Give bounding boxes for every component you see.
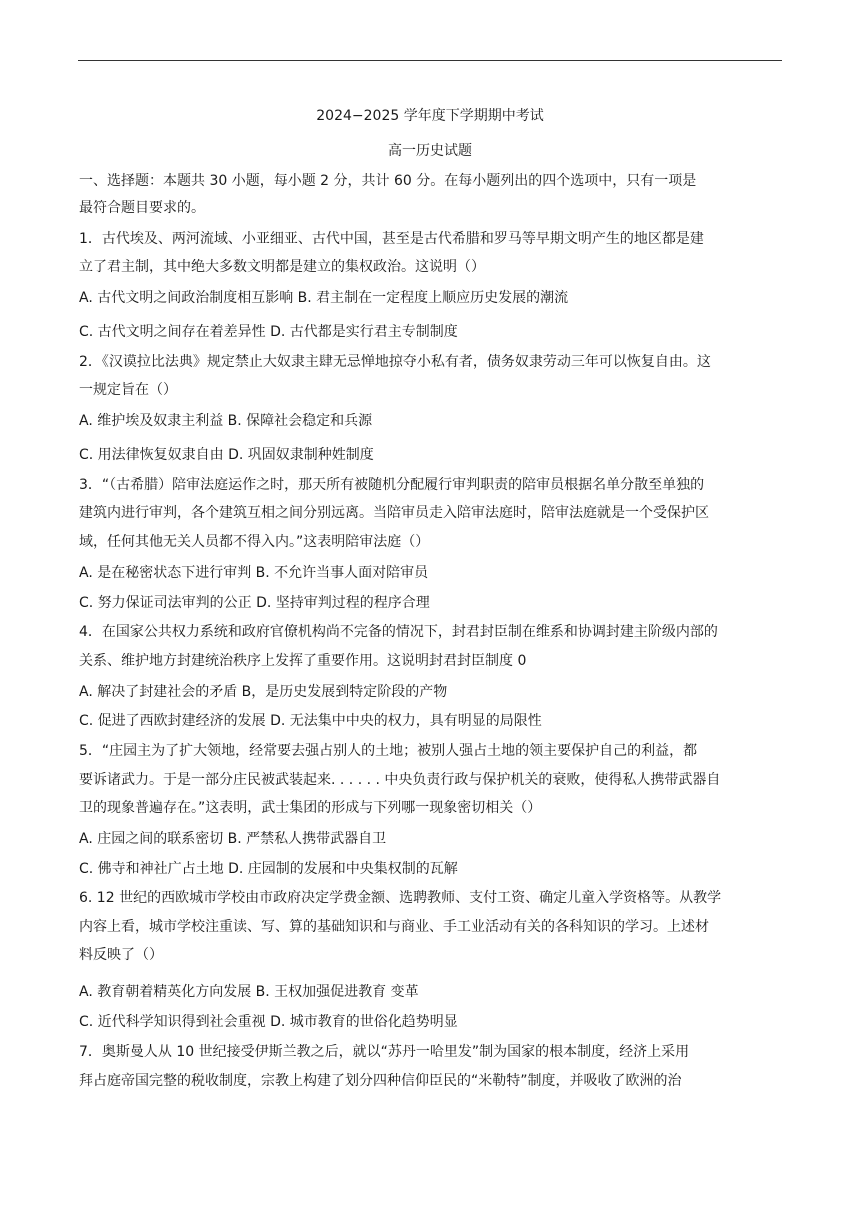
- exam-subtitle: 高一历史试题: [388, 143, 472, 159]
- question-6-stem: 6. 12 世纪的西欧城市学校由市政府决定学费金额、选聘教师、支付工资、确定儿童入学资格等。从教学: [79, 890, 722, 906]
- question-6-options: C. 近代科学知识得到社会重视 D. 城市教育的世俗化趋势明显: [79, 1014, 458, 1030]
- question-7-stem: 7．奥斯曼人从 10 世纪接受伊斯兰教之后，就以“苏丹一哈里发”制为国家的根本制度，经济上采用: [79, 1044, 690, 1060]
- question-6-stem: 内容上看，城市学校注重读、写、算的基础知识和与商业、手工业活动有关的各科知识的学习。上述材: [79, 919, 709, 935]
- question-4-stem: 4．在国家公共权力系统和政府官僚机构尚不完备的情况下，封君封臣制在维系和协调封建主阶级内部的: [79, 624, 718, 640]
- question-3-stem: 3．“（古希腊）陪审法庭运作之时，那天所有被随机分配履行审判职责的陪审员根据名单分散至单独的: [79, 477, 705, 493]
- question-2-stem: 一规定旨在（）: [79, 382, 177, 398]
- question-2-stem: 2．《汉谟拉比法典》规定禁止大奴隶主肆无忌惮地掠夺小私有者，债务奴隶劳动三年可以恢复自由。这: [79, 354, 711, 370]
- question-2-options: C. 用法律恢复奴隶自由 D. 巩固奴隶制种姓制度: [79, 447, 374, 463]
- exam-title: 2024−2025 学年度下学期期中考试: [316, 108, 544, 124]
- question-3-stem: 域，任何其他无关人员都不得入内。”这表明陪审法庭（）: [79, 534, 430, 550]
- question-5-options: C. 佛寺和神社广占土地 D. 庄园制的发展和中央集权制的瓦解: [79, 861, 458, 877]
- question-1-stem: 1．古代埃及、两河流域、小亚细亚、古代中国，甚至是古代希腊和罗马等早期文明产生的地区都是建: [79, 231, 704, 247]
- question-4-stem: 关系、维护地方封建统治秩序上发挥了重要作用。这说明封君封臣制度 0: [79, 653, 527, 669]
- question-5-options: A. 庄园之间的联系密切 B. 严禁私人携带武器自卫: [79, 831, 387, 847]
- question-4-options: A. 解决了封建社会的矛盾 B，是历史发展到特定阶段的产物: [79, 684, 448, 700]
- question-5-stem: 5．“庄园主为了扩大领地，经常要去强占别人的土地；被别人强占土地的领主要保护自己的利益，都: [79, 743, 698, 759]
- question-3-options: C. 努力保证司法审判的公正 D. 坚持审判过程的程序合理: [79, 595, 430, 611]
- question-6-stem: 料反映了（）: [79, 947, 163, 963]
- question-7-stem: 拜占庭帝国完整的税收制度，宗教上构建了划分四种信仰臣民的“米勒特”制度，并吸收了欧洲的治: [79, 1073, 682, 1089]
- question-3-options: A. 是在秘密状态下进行审判 B. 不允许当事人面对陪审员: [79, 565, 429, 581]
- question-5-stem: 卫的现象普遍存在。”这表明，武士集团的形成与下列哪一现象密切相关（）: [79, 800, 542, 816]
- question-3-stem: 建筑内进行审判，各个建筑互相之间分别远离。当陪审员走入陪审法庭时，陪审法庭就是一个受保护区: [79, 505, 709, 521]
- question-2-options: A. 维护埃及奴隶主利益 B. 保障社会稳定和兵源: [79, 413, 373, 429]
- question-1-options: A. 古代文明之间政治制度相互影响 B. 君主制在一定程度上顺应历史发展的潮流: [79, 290, 569, 306]
- question-1-options: C. 古代文明之间存在着差异性 D. 古代都是实行君主专制制度: [79, 324, 458, 340]
- question-4-options: C. 促进了西欧封建经济的发展 D. 无法集中中央的权力，具有明显的局限性: [79, 713, 542, 729]
- section-instruction: 一、选择题：本题共 30 小题，每小题 2 分，共计 60 分。在每小题列出的四个选项中，只有一项是: [79, 173, 697, 189]
- header-rule: [78, 60, 782, 61]
- question-1-stem: 立了君主制，其中绝大多数文明都是建立的集权政治。这说明（）: [79, 259, 485, 275]
- question-5-stem: 要诉诸武力。于是一部分庄民被武装起来. . . . . . 中央负责行政与保护机关的衰败，使得私人携带武器自: [79, 772, 721, 788]
- question-6-options: A. 教育朝着精英化方向发展 B. 王权加强促进教育 变革: [79, 984, 419, 1000]
- section-instruction-cont: 最符合题目要求的。: [79, 200, 205, 216]
